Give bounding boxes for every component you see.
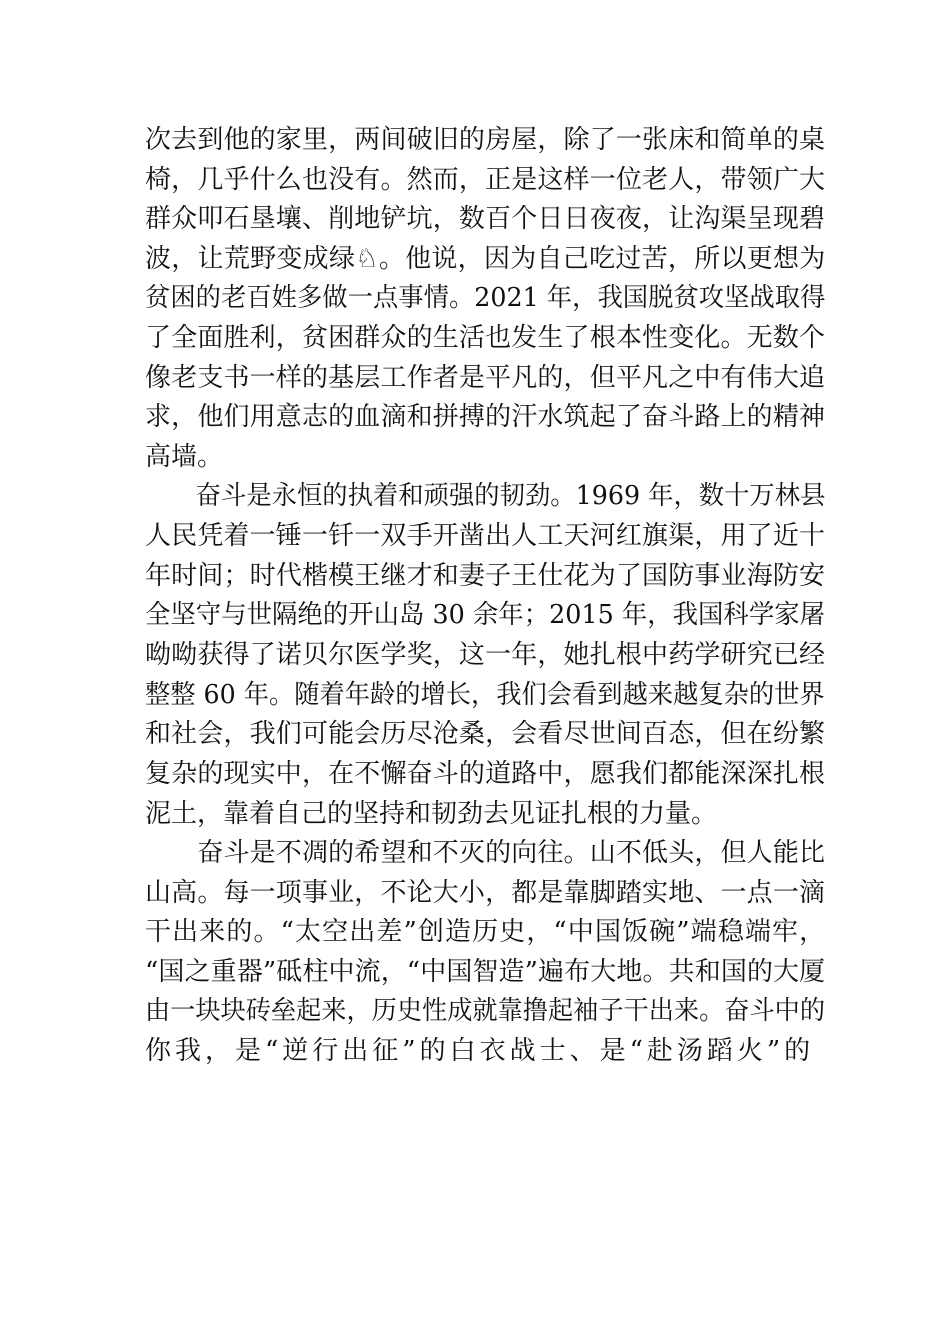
text-line: 由一块块砖垒起来，历史性成就靠撸起袖子干出来。奋斗中的 xyxy=(145,996,826,1026)
text-line: 奋斗是不凋的希望和不灭的向往。山不低头，但人能比 xyxy=(145,838,826,868)
text-line: 人民凭着一锤一钎一双手开凿出人工天河红旗渠，用了近十 xyxy=(145,521,826,551)
text-line: 高墙。 xyxy=(145,442,224,472)
text-line: 整整 60 年。随着年龄的增长，我们会看到越来越复杂的世界 xyxy=(145,680,825,710)
text-line: 像老支书一样的基层工作者是平凡的，但平凡之中有伟大追 xyxy=(145,363,826,393)
text-line: 复杂的现实中，在不懈奋斗的道路中，愿我们都能深深扎根 xyxy=(145,759,826,789)
text-line: 贫困的老百姓多做一点事情。2021 年，我国脱贫攻坚战取得 xyxy=(145,283,826,313)
text-line: 干出来的。“太空出差”创造历史，“中国饭碗”端稳端牢， xyxy=(145,917,827,947)
text-line: 次去到他的家里，两间破旧的房屋，除了一张床和简单的桌 xyxy=(145,125,826,155)
text-line: 年时间；时代楷模王继才和妻子王仕花为了国防事业海防安 xyxy=(145,561,826,591)
text-line: 奋斗是永恒的执着和顽强的韧劲。1969 年，数十万林县 xyxy=(145,481,826,511)
text-line: 泥土，靠着自己的坚持和韧劲去见证扎根的力量。 xyxy=(145,799,718,829)
text-line: 你我，是“逆行出征”的白衣战士、是“赴汤蹈火”的 xyxy=(145,1036,815,1066)
text-line: 群众叩石垦壤、削地铲坑，数百个日日夜夜，让沟渠呈现碧 xyxy=(145,204,826,234)
text-line: 椅，几乎什么也没有。然而，正是这样一位老人，带领广大 xyxy=(145,165,826,195)
text-line: “国之重器”砥柱中流，“中国智造”遍布大地。共和国的大厦 xyxy=(145,957,826,987)
text-line: 和社会，我们可能会历尽沧桑，会看尽世间百态，但在纷繁 xyxy=(145,719,826,749)
text-line: 山高。每一项事业，不论大小，都是靠脚踏实地、一点一滴 xyxy=(145,878,826,908)
text-line: 全坚守与世隔绝的开山岛 30 余年；2015 年，我国科学家屠 xyxy=(145,600,826,630)
text-line: 波，让荒野变成绿♘。他说，因为自己吃过苦，所以更想为 xyxy=(145,244,826,274)
text-line: 求，他们用意志的血滴和拼搏的汗水筑起了奋斗路上的精神 xyxy=(145,402,826,432)
text-line: 了全面胜利，贫困群众的生活也发生了根本性变化。无数个 xyxy=(145,323,826,353)
text-line: 呦呦获得了诺贝尔医学奖，这一年，她扎根中药学研究已经 xyxy=(145,640,826,670)
